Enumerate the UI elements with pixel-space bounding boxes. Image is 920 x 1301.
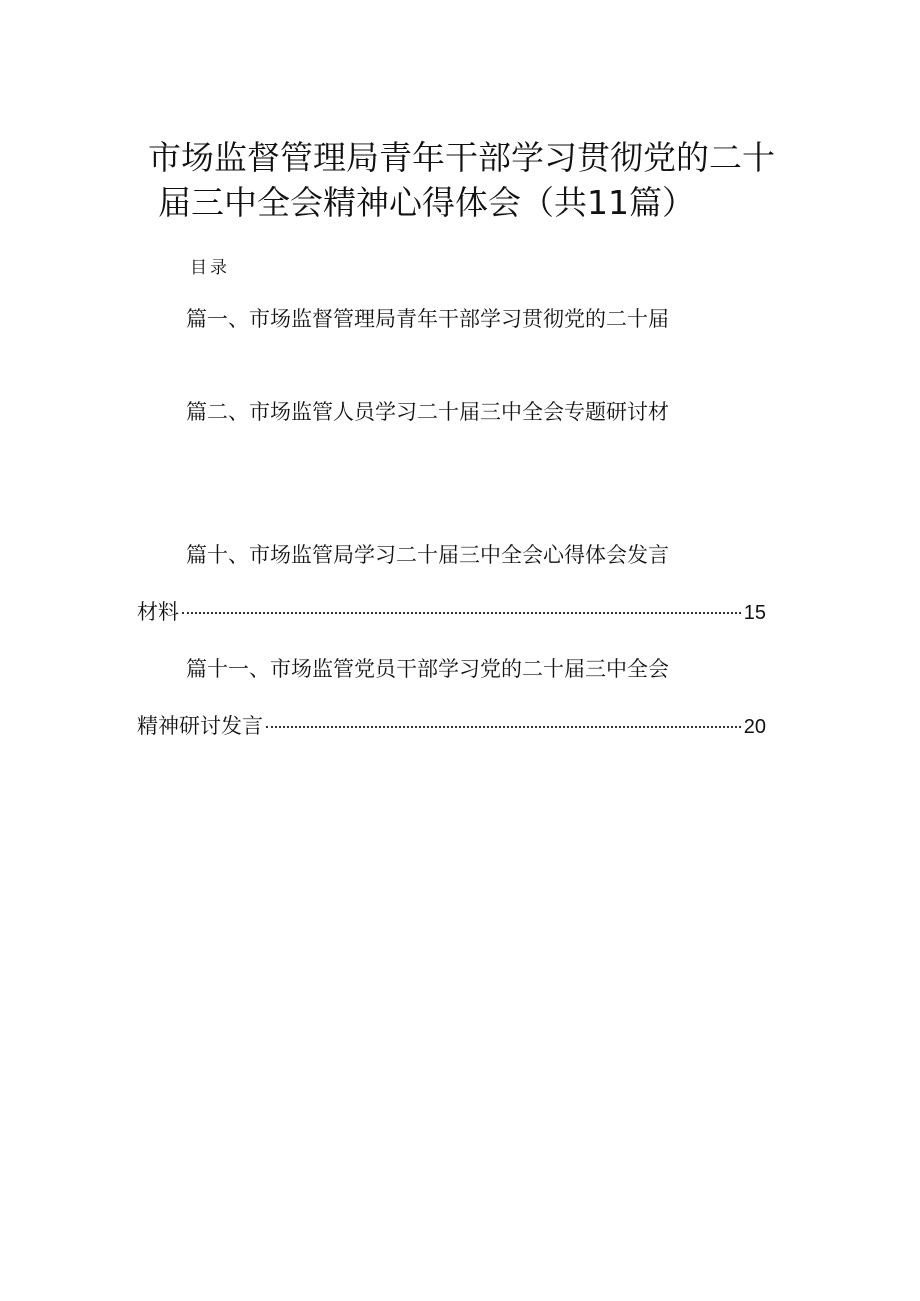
dot-leader	[266, 726, 741, 728]
toc-entry-2[interactable]: 篇二、市场监管人员学习二十届三中全会专题研讨材	[186, 400, 669, 424]
toc-entry-11-text: 精神研讨发言	[137, 714, 263, 738]
toc-entry-10-page-number: 15	[743, 602, 766, 624]
document-title-line-2: 届三中全会精神心得体会（共11篇）	[158, 183, 695, 222]
toc-entry-1[interactable]: 篇一、市场监督管理局青年干部学习贯彻党的二十届	[186, 307, 669, 331]
toc-heading: 目录	[190, 258, 230, 278]
toc-entry-10-text: 材料	[137, 600, 179, 624]
toc-entry-10-title[interactable]: 篇十、市场监管局学习二十届三中全会心得体会发言	[186, 543, 669, 567]
dot-leader	[182, 612, 741, 614]
document-title-line-1: 市场监督管理局青年干部学习贯彻党的二十	[148, 138, 775, 177]
toc-entry-11-page-number: 20	[743, 716, 766, 738]
toc-entry-11-title[interactable]: 篇十一、市场监管党员干部学习党的二十届三中全会	[186, 657, 669, 681]
toc-entry-11-continuation[interactable]	[137, 712, 766, 741]
toc-entry-10-continuation[interactable]	[137, 598, 766, 627]
